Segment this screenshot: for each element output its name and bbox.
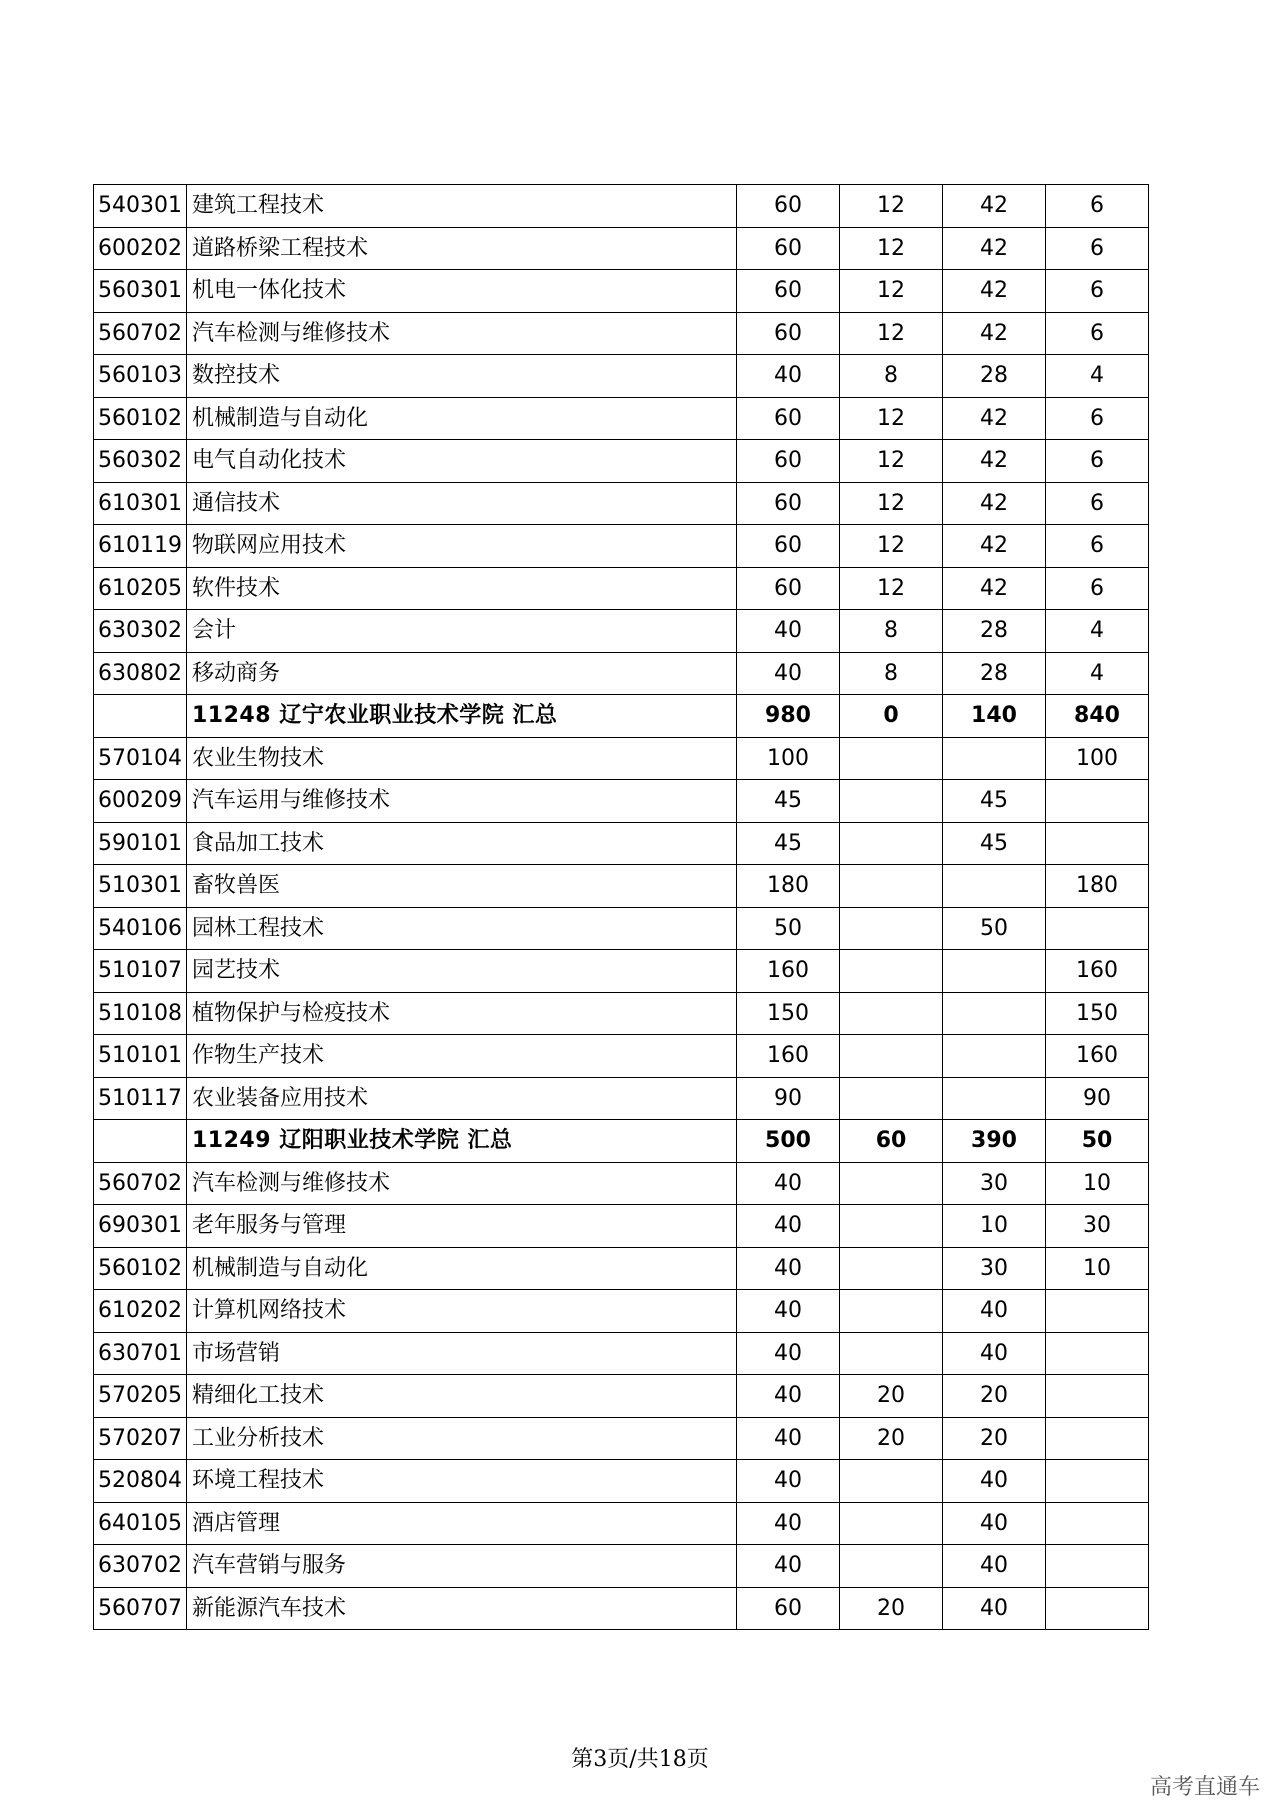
plan-col-3-cell: 4 [1046,355,1149,398]
plan-col-3-cell: 10 [1046,1162,1149,1205]
major-code-cell: 560301 [94,270,187,313]
total-cell: 40 [737,1332,840,1375]
total-cell: 500 [737,1120,840,1163]
total-cell: 60 [737,525,840,568]
plan-col-1-cell: 20 [840,1417,943,1460]
plan-col-1-cell: 12 [840,227,943,270]
total-cell: 100 [737,737,840,780]
table-row [94,992,1149,1035]
plan-col-1-cell: 12 [840,270,943,313]
total-cell: 60 [737,227,840,270]
plan-col-2-cell: 40 [943,1545,1046,1588]
major-code-cell: 630802 [94,652,187,695]
plan-col-2-cell [943,950,1046,993]
total-cell: 40 [737,1460,840,1503]
table-row [94,1077,1149,1120]
table-row [94,1417,1149,1460]
plan-col-1-cell: 8 [840,610,943,653]
plan-col-2-cell: 140 [943,695,1046,738]
major-name-cell: 精细化工技术 [187,1375,737,1418]
total-cell: 60 [737,482,840,525]
major-code-cell: 540106 [94,907,187,950]
table-row [94,1502,1149,1545]
plan-col-3-cell [1046,1502,1149,1545]
major-name-cell: 软件技术 [187,567,737,610]
table-row [94,1460,1149,1503]
plan-col-2-cell: 28 [943,610,1046,653]
major-name-cell: 计算机网络技术 [187,1290,737,1333]
major-code-cell: 590101 [94,822,187,865]
major-code-cell: 520804 [94,1460,187,1503]
table-row [94,950,1149,993]
plan-col-3-cell [1046,1545,1149,1588]
plan-col-2-cell: 42 [943,567,1046,610]
total-cell: 40 [737,1545,840,1588]
plan-col-3-cell: 180 [1046,865,1149,908]
plan-col-1-cell [840,950,943,993]
table-row [94,397,1149,440]
plan-col-1-cell: 12 [840,482,943,525]
plan-col-1-cell: 20 [840,1375,943,1418]
plan-col-1-cell: 12 [840,440,943,483]
major-code-cell: 560702 [94,1162,187,1205]
plan-col-3-cell: 160 [1046,950,1149,993]
plan-col-3-cell: 6 [1046,397,1149,440]
major-code-cell: 600209 [94,780,187,823]
plan-col-1-cell: 0 [840,695,943,738]
total-cell: 160 [737,950,840,993]
major-name-cell: 机械制造与自动化 [187,1247,737,1290]
plan-col-1-cell [840,1162,943,1205]
plan-col-2-cell: 20 [943,1375,1046,1418]
plan-col-2-cell: 50 [943,907,1046,950]
plan-col-2-cell: 10 [943,1205,1046,1248]
major-name-cell: 工业分析技术 [187,1417,737,1460]
major-code-cell: 540301 [94,185,187,228]
plan-col-3-cell: 6 [1046,440,1149,483]
major-code-cell: 510101 [94,1035,187,1078]
plan-col-3-cell: 50 [1046,1120,1149,1163]
plan-col-2-cell: 28 [943,355,1046,398]
watermark: 高考直通车 [1149,1775,1260,1800]
table-row [94,482,1149,525]
major-name-cell: 汽车检测与维修技术 [187,312,737,355]
plan-col-1-cell: 12 [840,312,943,355]
major-code-cell: 570205 [94,1375,187,1418]
plan-col-1-cell: 20 [840,1587,943,1630]
plan-col-1-cell [840,1545,943,1588]
table-row [94,737,1149,780]
plan-col-1-cell [840,737,943,780]
total-cell: 40 [737,1247,840,1290]
major-code-cell: 630302 [94,610,187,653]
major-name-cell: 植物保护与检疫技术 [187,992,737,1035]
table-row [94,1587,1149,1630]
total-cell: 160 [737,1035,840,1078]
major-code-cell [94,695,187,738]
plan-col-3-cell: 6 [1046,312,1149,355]
summary-row [94,695,1149,738]
plan-col-1-cell [840,992,943,1035]
major-code-cell: 630701 [94,1332,187,1375]
plan-col-2-cell: 40 [943,1502,1046,1545]
total-cell: 40 [737,1375,840,1418]
table-row [94,1247,1149,1290]
plan-col-2-cell: 40 [943,1460,1046,1503]
plan-col-3-cell [1046,1332,1149,1375]
plan-col-2-cell: 42 [943,397,1046,440]
major-code-cell: 610119 [94,525,187,568]
major-name-cell: 通信技术 [187,482,737,525]
plan-col-1-cell [840,1035,943,1078]
plan-col-2-cell: 28 [943,652,1046,695]
plan-col-1-cell: 60 [840,1120,943,1163]
plan-col-1-cell [840,907,943,950]
table-body [94,185,1149,1630]
major-code-cell: 560302 [94,440,187,483]
plan-col-2-cell: 42 [943,312,1046,355]
table-row [94,907,1149,950]
plan-col-1-cell [840,1460,943,1503]
plan-col-3-cell: 4 [1046,652,1149,695]
plan-col-2-cell: 42 [943,440,1046,483]
major-code-cell: 690301 [94,1205,187,1248]
total-cell: 40 [737,1502,840,1545]
summary-row [94,1120,1149,1163]
major-name-cell: 11248 辽宁农业职业技术学院 汇总 [187,695,737,738]
major-name-cell: 园林工程技术 [187,907,737,950]
major-code-cell: 510108 [94,992,187,1035]
table-row [94,652,1149,695]
plan-col-1-cell: 8 [840,652,943,695]
major-name-cell: 汽车检测与维修技术 [187,1162,737,1205]
plan-col-3-cell [1046,907,1149,950]
major-name-cell: 老年服务与管理 [187,1205,737,1248]
major-name-cell: 畜牧兽医 [187,865,737,908]
plan-col-3-cell: 6 [1046,185,1149,228]
total-cell: 60 [737,312,840,355]
plan-col-3-cell: 6 [1046,525,1149,568]
plan-col-3-cell [1046,1460,1149,1503]
plan-col-3-cell: 4 [1046,610,1149,653]
plan-col-3-cell: 30 [1046,1205,1149,1248]
total-cell: 40 [737,1162,840,1205]
table-row [94,1375,1149,1418]
major-name-cell: 电气自动化技术 [187,440,737,483]
plan-col-1-cell [840,1247,943,1290]
plan-col-1-cell: 12 [840,185,943,228]
plan-col-2-cell: 42 [943,185,1046,228]
table-row [94,822,1149,865]
major-name-cell: 环境工程技术 [187,1460,737,1503]
plan-col-2-cell: 30 [943,1247,1046,1290]
table-row [94,440,1149,483]
plan-col-3-cell [1046,780,1149,823]
plan-col-3-cell [1046,1375,1149,1418]
plan-col-1-cell [840,865,943,908]
major-code-cell: 640105 [94,1502,187,1545]
total-cell: 40 [737,1205,840,1248]
major-name-cell: 作物生产技术 [187,1035,737,1078]
major-name-cell: 道路桥梁工程技术 [187,227,737,270]
plan-col-2-cell [943,1077,1046,1120]
plan-col-2-cell [943,1035,1046,1078]
plan-col-2-cell: 45 [943,822,1046,865]
plan-col-3-cell: 840 [1046,695,1149,738]
plan-col-3-cell: 90 [1046,1077,1149,1120]
total-cell: 40 [737,355,840,398]
major-name-cell: 市场营销 [187,1332,737,1375]
plan-col-2-cell [943,865,1046,908]
plan-col-3-cell [1046,1587,1149,1630]
plan-col-2-cell: 390 [943,1120,1046,1163]
total-cell: 980 [737,695,840,738]
table-row [94,865,1149,908]
major-name-cell: 物联网应用技术 [187,525,737,568]
plan-col-3-cell: 6 [1046,227,1149,270]
plan-col-2-cell [943,737,1046,780]
major-code-cell: 610301 [94,482,187,525]
plan-col-1-cell: 12 [840,525,943,568]
total-cell: 45 [737,822,840,865]
plan-col-3-cell: 6 [1046,270,1149,313]
major-code-cell: 560103 [94,355,187,398]
total-cell: 40 [737,610,840,653]
total-cell: 60 [737,567,840,610]
total-cell: 50 [737,907,840,950]
major-name-cell: 农业生物技术 [187,737,737,780]
total-cell: 150 [737,992,840,1035]
total-cell: 40 [737,1290,840,1333]
total-cell: 60 [737,270,840,313]
major-code-cell: 510301 [94,865,187,908]
major-name-cell: 建筑工程技术 [187,185,737,228]
table-row [94,610,1149,653]
major-code-cell: 510107 [94,950,187,993]
major-code-cell: 560102 [94,1247,187,1290]
total-cell: 90 [737,1077,840,1120]
total-cell: 60 [737,440,840,483]
total-cell: 60 [737,397,840,440]
major-name-cell: 数控技术 [187,355,737,398]
table-row [94,567,1149,610]
major-name-cell: 新能源汽车技术 [187,1587,737,1630]
plan-col-2-cell: 40 [943,1332,1046,1375]
table-row [94,1162,1149,1205]
major-name-cell: 园艺技术 [187,950,737,993]
plan-col-2-cell: 20 [943,1417,1046,1460]
plan-col-3-cell [1046,1290,1149,1333]
plan-col-1-cell: 12 [840,397,943,440]
plan-col-1-cell [840,1290,943,1333]
table-row [94,227,1149,270]
major-name-cell: 会计 [187,610,737,653]
enrollment-table [93,184,1149,1630]
table-row [94,1290,1149,1333]
major-name-cell: 机电一体化技术 [187,270,737,313]
plan-col-2-cell [943,992,1046,1035]
plan-col-1-cell [840,1332,943,1375]
table-row [94,1035,1149,1078]
major-name-cell: 食品加工技术 [187,822,737,865]
plan-col-3-cell: 6 [1046,567,1149,610]
table-row [94,525,1149,568]
table-row [94,355,1149,398]
plan-col-1-cell [840,822,943,865]
major-code-cell: 560102 [94,397,187,440]
plan-col-2-cell: 45 [943,780,1046,823]
table-row [94,312,1149,355]
major-code-cell: 630702 [94,1545,187,1588]
plan-col-1-cell: 12 [840,567,943,610]
major-name-cell: 机械制造与自动化 [187,397,737,440]
table-row [94,185,1149,228]
major-code-cell: 570104 [94,737,187,780]
major-name-cell: 农业装备应用技术 [187,1077,737,1120]
major-name-cell: 移动商务 [187,652,737,695]
plan-col-2-cell: 40 [943,1290,1046,1333]
plan-col-1-cell [840,1502,943,1545]
plan-col-3-cell: 100 [1046,737,1149,780]
plan-col-2-cell: 42 [943,482,1046,525]
total-cell: 45 [737,780,840,823]
major-code-cell: 610202 [94,1290,187,1333]
plan-col-1-cell [840,780,943,823]
table-row [94,270,1149,313]
plan-col-1-cell [840,1205,943,1248]
table-row [94,1205,1149,1248]
total-cell: 180 [737,865,840,908]
plan-col-3-cell: 150 [1046,992,1149,1035]
major-code-cell: 560707 [94,1587,187,1630]
plan-col-1-cell: 8 [840,355,943,398]
table-row [94,1545,1149,1588]
table-row [94,1332,1149,1375]
table-row [94,780,1149,823]
major-code-cell [94,1120,187,1163]
plan-col-2-cell: 42 [943,270,1046,313]
major-code-cell: 570207 [94,1417,187,1460]
plan-col-2-cell: 40 [943,1587,1046,1630]
major-name-cell: 酒店管理 [187,1502,737,1545]
plan-col-3-cell: 6 [1046,482,1149,525]
plan-col-3-cell: 160 [1046,1035,1149,1078]
major-code-cell: 610205 [94,567,187,610]
major-name-cell: 11249 辽阳职业技术学院 汇总 [187,1120,737,1163]
plan-col-3-cell: 10 [1046,1247,1149,1290]
total-cell: 60 [737,185,840,228]
plan-col-3-cell [1046,822,1149,865]
major-name-cell: 汽车营销与服务 [187,1545,737,1588]
major-code-cell: 560702 [94,312,187,355]
plan-col-3-cell [1046,1417,1149,1460]
plan-col-2-cell: 42 [943,525,1046,568]
major-code-cell: 510117 [94,1077,187,1120]
plan-col-2-cell: 42 [943,227,1046,270]
plan-col-2-cell: 30 [943,1162,1046,1205]
total-cell: 40 [737,1417,840,1460]
page-number: 第3页/共18页 [571,1747,709,1772]
major-code-cell: 600202 [94,227,187,270]
plan-col-1-cell [840,1077,943,1120]
major-name-cell: 汽车运用与维修技术 [187,780,737,823]
total-cell: 40 [737,652,840,695]
total-cell: 60 [737,1587,840,1630]
